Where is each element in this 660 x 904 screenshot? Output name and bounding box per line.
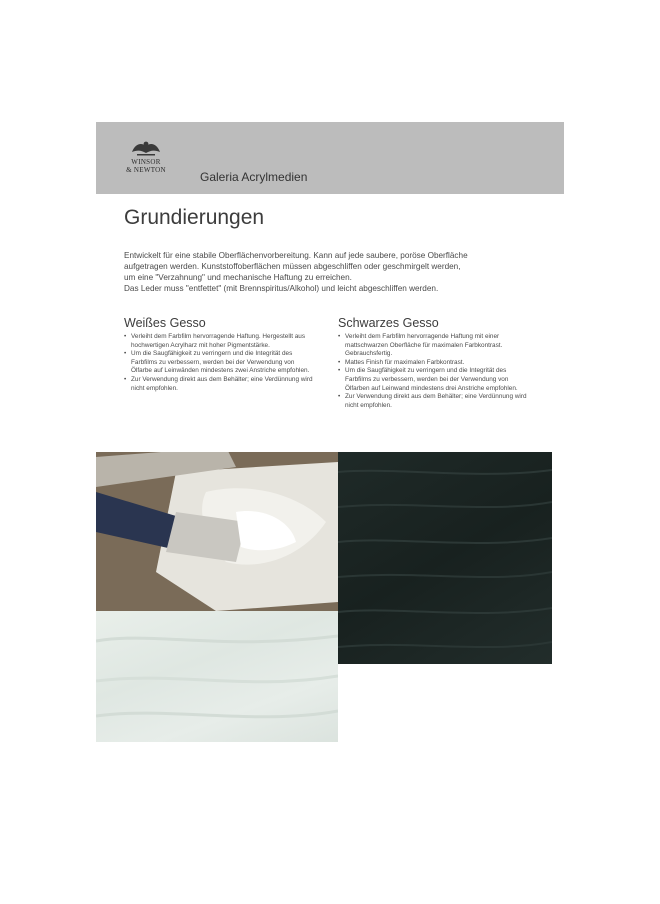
header-band [96, 122, 564, 194]
list-item: • Um die Saugfähigkeit zu verringern und die Integrität des Farbfilms zu verbessern, werden bei der Verwendung von Ölfarbe auf Leinwänden mindestens zwei Anstriche empfohlen. [124, 350, 314, 376]
brush-applying-white-gesso-photo [96, 452, 338, 611]
intro-line: Entwickelt für eine stabile Oberflächenvorbereitung. Kann auf jede saubere, poröse Oberfläche [124, 251, 468, 260]
white-gesso-heading: Weißes Gesso [124, 316, 206, 330]
logo-line-2: & NEWTON [126, 166, 166, 174]
product-line-label: Galeria Acrylmedien [200, 170, 308, 184]
intro-line: aufgetragen werden. Kunststoffoberflächen müssen abgeschliffen oder geschmirgelt werden, [124, 262, 461, 271]
page-title: Grundierungen [124, 206, 265, 229]
white-gesso-texture-swatch [96, 611, 338, 742]
griffin-crest-icon [129, 138, 163, 158]
white-gesso-section [124, 316, 314, 393]
logo-line-1: WINSOR [131, 158, 161, 166]
intro-line: um eine "Verzahnung" und mechanische Haftung zu erreichen. [124, 273, 352, 282]
list-item: • Verleiht dem Farbfilm hervorragende Haftung mit einer mattschwarzen Oberfläche für maximalen Farbkontrast. Gebrauchsfertig. [338, 333, 528, 359]
brand-logo [122, 138, 170, 182]
list-item: • Mattes Finish für maximalen Farbkontrast. [338, 359, 528, 368]
list-item: • Verleiht dem Farbfilm hervorragende Haftung. Hergestellt aus hochwertigen Acrylharz mit hoher Pigmentstärke. [124, 333, 314, 350]
black-gesso-list [338, 333, 528, 410]
intro-line: Das Leder muss "entfettet" (mit Brennspiritus/Alkohol) und leicht abgeschliffen werden. [124, 284, 439, 293]
list-item: • Um die Saugfähigkeit zu verringern und die Integrität des Farbfilms zu verbessern, werden bei der Verwendung von Ölfarben auf Leinwand mindestens drei Anstriche empfohlen. [338, 367, 528, 393]
intro-paragraph [124, 250, 514, 294]
black-gesso-section [338, 316, 528, 410]
black-gesso-texture-swatch [338, 452, 552, 664]
black-gesso-heading: Schwarzes Gesso [338, 316, 439, 330]
white-gesso-list [124, 333, 314, 393]
list-item: • Zur Verwendung direkt aus dem Behälter; eine Verdünnung wird nicht empfohlen. [124, 376, 314, 393]
list-item: • Zur Verwendung direkt aus dem Behälter; eine Verdünnung wird nicht empfohlen. [338, 393, 528, 410]
